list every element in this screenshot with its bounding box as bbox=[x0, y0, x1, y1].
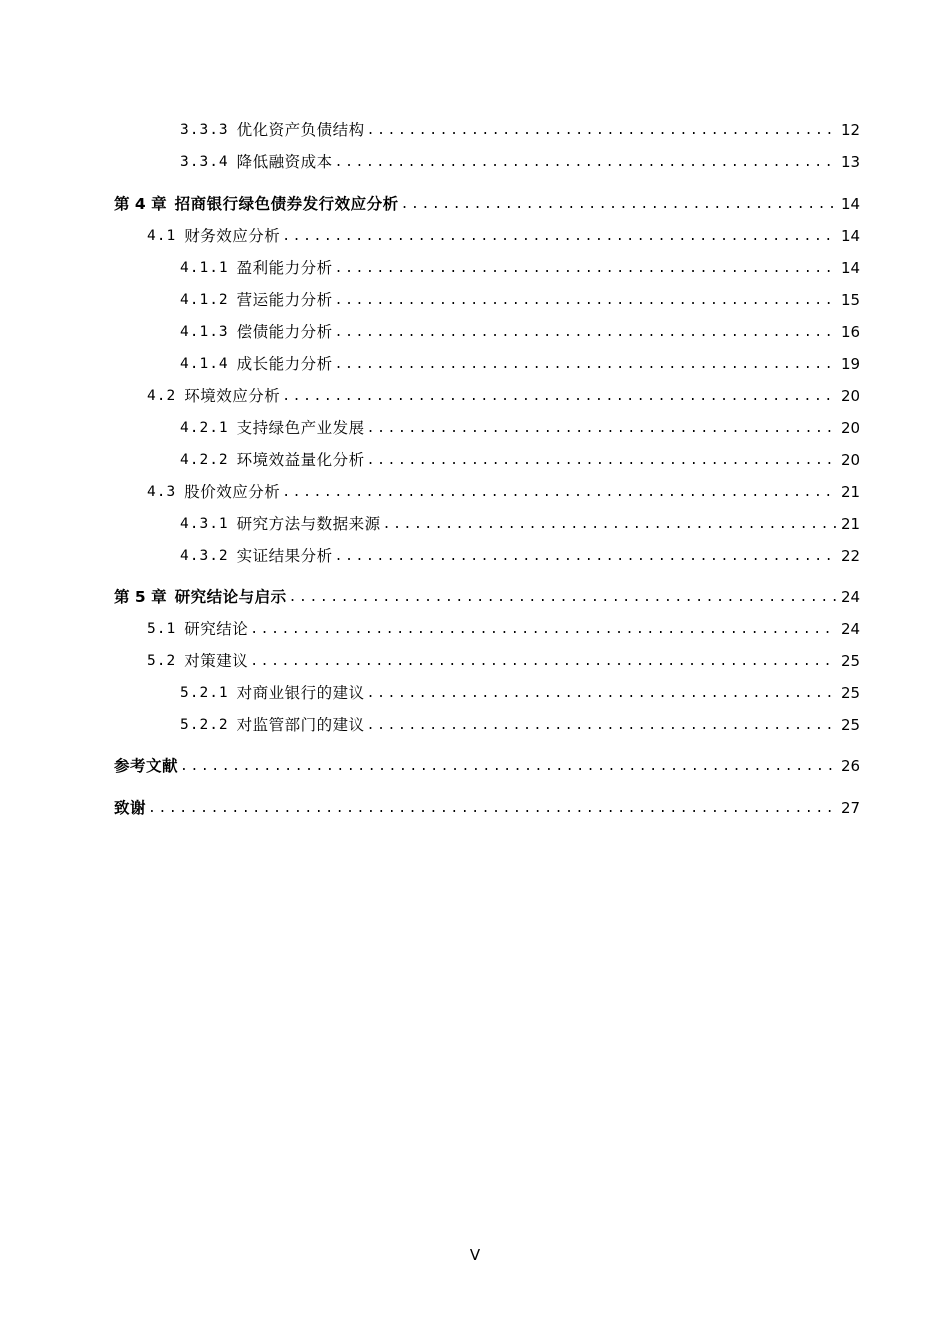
toc-dot-leader bbox=[282, 387, 837, 407]
toc-entry-5-2-2[interactable] bbox=[180, 714, 859, 736]
toc-dot-leader bbox=[282, 483, 837, 503]
toc-entry-page: 19 bbox=[841, 355, 861, 373]
toc-dot-leader bbox=[367, 684, 837, 704]
toc-entry-number: 4.1.4 bbox=[180, 356, 229, 372]
toc-dot-leader bbox=[335, 153, 837, 173]
toc-entry-title: 支持绿色产业发展 bbox=[236, 419, 365, 437]
toc-entry-page: 12 bbox=[841, 121, 861, 139]
toc-entry-4-3-2[interactable] bbox=[180, 545, 859, 567]
toc-entry-page: 22 bbox=[841, 547, 861, 565]
toc-entry-page: 21 bbox=[841, 483, 861, 501]
toc-dot-leader bbox=[367, 716, 837, 736]
toc-dot-leader bbox=[250, 652, 837, 672]
toc-entry-4-1-1[interactable] bbox=[180, 257, 859, 279]
toc-entry-4-2[interactable] bbox=[147, 385, 859, 407]
toc-entry-number: 3.3.3 bbox=[180, 122, 229, 138]
toc-entry-chapter-4[interactable] bbox=[114, 193, 859, 215]
toc-entry-page: 16 bbox=[841, 323, 861, 341]
toc-entry-chapter-5[interactable] bbox=[114, 586, 859, 608]
toc-entry-title: 招商银行绿色债券发行效应分析 bbox=[174, 195, 399, 213]
toc-entry-4-3[interactable] bbox=[147, 481, 859, 503]
toc-entry-number: 4.1.2 bbox=[180, 292, 229, 308]
toc-entry-4-1[interactable] bbox=[147, 225, 859, 247]
toc-entry-title: 环境效益量化分析 bbox=[236, 451, 365, 469]
toc-entry-title: 对商业银行的建议 bbox=[236, 684, 365, 702]
toc-entry-3-3-3[interactable] bbox=[180, 119, 859, 141]
toc-dot-leader bbox=[335, 323, 837, 343]
toc-entry-number: 4.2.2 bbox=[180, 452, 229, 468]
toc-entry-title: 致谢 bbox=[114, 799, 147, 817]
toc-dot-leader bbox=[383, 515, 837, 535]
toc-entry-page: 15 bbox=[841, 291, 861, 309]
toc-entry-page: 14 bbox=[841, 227, 861, 245]
toc-entry-number: 4.1 bbox=[147, 228, 177, 244]
toc-dot-leader bbox=[335, 355, 837, 375]
toc-entry-4-1-4[interactable] bbox=[180, 353, 859, 375]
toc-entry-title: 研究结论 bbox=[184, 620, 249, 638]
toc-entry-number: 4.2 bbox=[147, 388, 177, 404]
toc-entry-page: 21 bbox=[841, 515, 861, 533]
toc-entry-number: 4.3 bbox=[147, 484, 177, 500]
toc-entry-number: 4.1.3 bbox=[180, 324, 229, 340]
toc-entry-page: 13 bbox=[841, 153, 861, 171]
toc-dot-leader bbox=[367, 121, 837, 141]
toc-entry-number: 5.2.2 bbox=[180, 717, 229, 733]
toc-entry-number: 5.1 bbox=[147, 621, 177, 637]
toc-entry-4-2-1[interactable] bbox=[180, 417, 859, 439]
toc-dot-leader bbox=[367, 419, 837, 439]
toc-dot-leader bbox=[367, 451, 837, 471]
toc-entry-5-1[interactable] bbox=[147, 618, 859, 640]
toc-entry-page: 14 bbox=[841, 259, 861, 277]
toc-entry-page: 27 bbox=[841, 799, 861, 817]
toc-entry-number: 5.2.1 bbox=[180, 685, 229, 701]
toc-entry-title: 成长能力分析 bbox=[236, 355, 333, 373]
toc-dot-leader bbox=[180, 757, 837, 777]
toc-dot-leader bbox=[335, 259, 837, 279]
toc-dot-leader bbox=[335, 291, 837, 311]
toc-entry-title: 优化资产负债结构 bbox=[236, 121, 365, 139]
toc-entry-acknowledgements[interactable] bbox=[114, 797, 859, 819]
page-number: V bbox=[469, 1246, 481, 1264]
toc-dot-leader bbox=[282, 227, 837, 247]
toc-entry-number: 4.2.1 bbox=[180, 420, 229, 436]
toc-entry-number: 5.2 bbox=[147, 653, 177, 669]
toc-dot-leader bbox=[289, 588, 837, 608]
toc-entry-4-3-1[interactable] bbox=[180, 513, 859, 535]
toc-dot-leader bbox=[148, 799, 837, 819]
toc-entry-title: 盈利能力分析 bbox=[236, 259, 333, 277]
toc-entry-title: 偿债能力分析 bbox=[236, 323, 333, 341]
toc-entry-page: 24 bbox=[841, 588, 861, 606]
toc-entry-title: 研究方法与数据来源 bbox=[236, 515, 381, 533]
toc-entry-number: 第 5 章 bbox=[114, 588, 167, 606]
toc-entry-page: 14 bbox=[841, 195, 861, 213]
toc-dot-leader bbox=[250, 620, 837, 640]
toc-entry-page: 25 bbox=[841, 716, 861, 734]
toc-entry-number: 第 4 章 bbox=[114, 195, 167, 213]
toc-entry-title: 环境效应分析 bbox=[184, 387, 281, 405]
toc-entry-5-2[interactable] bbox=[147, 650, 859, 672]
toc-entry-title: 降低融资成本 bbox=[236, 153, 333, 171]
toc-entry-4-2-2[interactable] bbox=[180, 449, 859, 471]
toc-entry-page: 20 bbox=[841, 451, 861, 469]
toc-entry-page: 25 bbox=[841, 684, 861, 702]
toc-entry-4-1-2[interactable] bbox=[180, 289, 859, 311]
toc-entry-references[interactable] bbox=[114, 755, 859, 777]
toc-entry-title: 研究结论与启示 bbox=[174, 588, 287, 606]
toc-entry-page: 20 bbox=[841, 419, 861, 437]
toc-entry-page: 24 bbox=[841, 620, 861, 638]
toc-entry-page: 26 bbox=[841, 757, 861, 775]
toc-entry-title: 营运能力分析 bbox=[236, 291, 333, 309]
toc-entry-title: 对策建议 bbox=[184, 652, 249, 670]
toc-entry-3-3-4[interactable] bbox=[180, 151, 859, 173]
toc-entry-title: 股价效应分析 bbox=[184, 483, 281, 501]
toc-entry-number: 4.3.2 bbox=[180, 548, 229, 564]
toc-entry-number: 3.3.4 bbox=[180, 154, 229, 170]
toc-entry-5-2-1[interactable] bbox=[180, 682, 859, 704]
toc-entry-title: 参考文献 bbox=[114, 757, 179, 775]
toc-dot-leader bbox=[401, 195, 837, 215]
toc-entry-4-1-3[interactable] bbox=[180, 321, 859, 343]
toc-entry-title: 实证结果分析 bbox=[236, 547, 333, 565]
toc-entry-title: 财务效应分析 bbox=[184, 227, 281, 245]
toc-entry-number: 4.1.1 bbox=[180, 260, 229, 276]
toc-entry-page: 25 bbox=[841, 652, 861, 670]
toc-dot-leader bbox=[335, 547, 837, 567]
toc-entry-number: 4.3.1 bbox=[180, 516, 229, 532]
toc-entry-page: 20 bbox=[841, 387, 861, 405]
toc-entry-title: 对监管部门的建议 bbox=[236, 716, 365, 734]
